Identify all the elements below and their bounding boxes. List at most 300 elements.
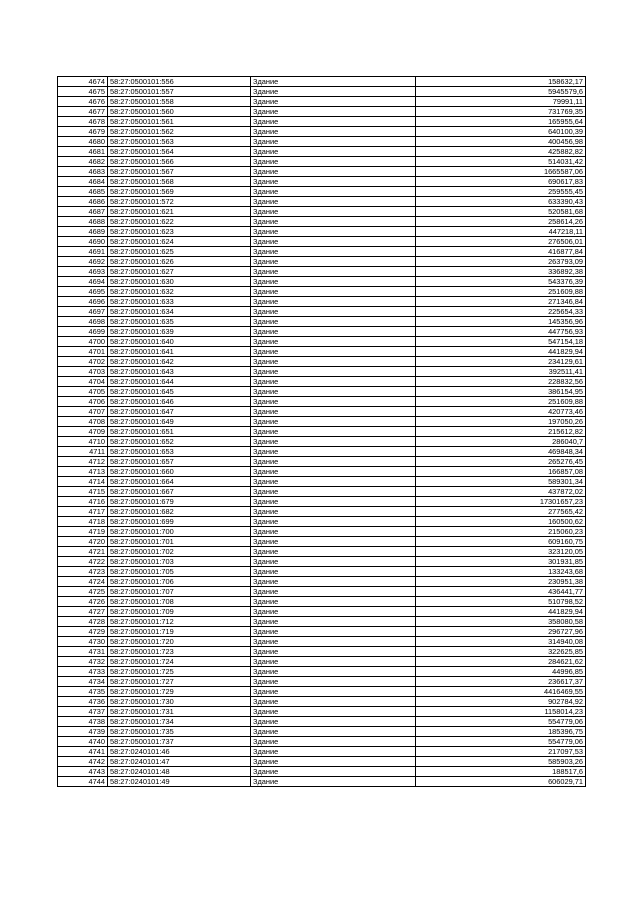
row-number-cell: 4728 [58,617,108,627]
cadastral-value-cell: 441829,94 [416,607,586,617]
cadastral-value-cell: 514031,42 [416,157,586,167]
object-type-cell: Здание [251,157,416,167]
cadastral-value-cell: 217097,53 [416,747,586,757]
object-type-cell: Здание [251,107,416,117]
cadastral-number-cell: 58:27:0500101:572 [108,197,251,207]
table-row [58,437,586,447]
cadastral-number-cell: 58:27:0500101:705 [108,567,251,577]
cadastral-value-cell: 225654,33 [416,307,586,317]
table-row [58,287,586,297]
cadastral-value-cell: 543376,39 [416,277,586,287]
object-type-cell: Здание [251,87,416,97]
table-row [58,777,586,787]
table-row [58,457,586,467]
table-row [58,137,586,147]
cadastral-value-cell: 322625,85 [416,647,586,657]
object-type-cell: Здание [251,387,416,397]
row-number-cell: 4710 [58,437,108,447]
cadastral-value-cell: 5945579,6 [416,87,586,97]
row-number-cell: 4681 [58,147,108,157]
row-number-cell: 4736 [58,697,108,707]
cadastral-number-cell: 58:27:0500101:643 [108,367,251,377]
row-number-cell: 4693 [58,267,108,277]
cadastral-value-cell: 145356,96 [416,317,586,327]
cadastral-value-cell: 441829,94 [416,347,586,357]
table-row [58,577,586,587]
cadastral-number-cell: 58:27:0500101:653 [108,447,251,457]
cadastral-value-cell: 386154,95 [416,387,586,397]
cadastral-number-cell: 58:27:0500101:724 [108,657,251,667]
row-number-cell: 4712 [58,457,108,467]
row-number-cell: 4730 [58,637,108,647]
row-number-cell: 4679 [58,127,108,137]
table-row [58,447,586,457]
object-type-cell: Здание [251,467,416,477]
cadastral-number-cell: 58:27:0500101:727 [108,677,251,687]
object-type-cell: Здание [251,657,416,667]
cadastral-number-cell: 58:27:0500101:621 [108,207,251,217]
table-row [58,707,586,717]
object-type-cell: Здание [251,147,416,157]
cadastral-number-cell: 58:27:0500101:651 [108,427,251,437]
cadastral-value-cell: 392511,41 [416,367,586,377]
object-type-cell: Здание [251,637,416,647]
cadastral-number-cell: 58:27:0500101:632 [108,287,251,297]
row-number-cell: 4687 [58,207,108,217]
cadastral-number-cell: 58:27:0500101:725 [108,667,251,677]
cadastral-value-cell: 469848,34 [416,447,586,457]
row-number-cell: 4733 [58,667,108,677]
object-type-cell: Здание [251,267,416,277]
cadastral-value-cell: 230951,38 [416,577,586,587]
table-row [58,387,586,397]
table-row [58,617,586,627]
table-row [58,537,586,547]
table-row [58,197,586,207]
table-row [58,757,586,767]
cadastral-number-cell: 58:27:0500101:626 [108,257,251,267]
row-number-cell: 4734 [58,677,108,687]
cadastral-number-cell: 58:27:0500101:679 [108,497,251,507]
object-type-cell: Здание [251,567,416,577]
cadastral-value-cell: 271346,84 [416,297,586,307]
row-number-cell: 4691 [58,247,108,257]
cadastral-number-cell: 58:27:0500101:645 [108,387,251,397]
cadastral-number-cell: 58:27:0500101:567 [108,167,251,177]
row-number-cell: 4703 [58,367,108,377]
cadastral-number-cell: 58:27:0500101:707 [108,587,251,597]
row-number-cell: 4723 [58,567,108,577]
row-number-cell: 4735 [58,687,108,697]
cadastral-value-cell: 234129,61 [416,357,586,367]
cadastral-value-cell: 547154,18 [416,337,586,347]
row-number-cell: 4722 [58,557,108,567]
table-row [58,367,586,377]
cadastral-value-cell: 4416469,55 [416,687,586,697]
row-number-cell: 4726 [58,597,108,607]
cadastral-number-cell: 58:27:0500101:558 [108,97,251,107]
cadastral-value-cell: 606029,71 [416,777,586,787]
row-number-cell: 4689 [58,227,108,237]
cadastral-number-cell: 58:27:0500101:644 [108,377,251,387]
cadastral-value-cell: 420773,46 [416,407,586,417]
cadastral-value-cell: 158632,17 [416,77,586,87]
cadastral-value-cell: 520581,68 [416,207,586,217]
row-number-cell: 4678 [58,117,108,127]
table-row [58,677,586,687]
object-type-cell: Здание [251,407,416,417]
object-type-cell: Здание [251,617,416,627]
row-number-cell: 4694 [58,277,108,287]
object-type-cell: Здание [251,697,416,707]
cadastral-value-cell: 301931,85 [416,557,586,567]
cadastral-number-cell: 58:27:0500101:737 [108,737,251,747]
object-type-cell: Здание [251,357,416,367]
table-row [58,657,586,667]
row-number-cell: 4711 [58,447,108,457]
cadastral-value-cell: 589301,34 [416,477,586,487]
cadastral-value-cell: 165955,64 [416,117,586,127]
object-type-cell: Здание [251,117,416,127]
cadastral-number-cell: 58:27:0500101:566 [108,157,251,167]
object-type-cell: Здание [251,307,416,317]
row-number-cell: 4707 [58,407,108,417]
cadastral-value-cell: 447218,11 [416,227,586,237]
cadastral-number-cell: 58:27:0500101:642 [108,357,251,367]
object-type-cell: Здание [251,487,416,497]
cadastral-number-cell: 58:27:0500101:641 [108,347,251,357]
cadastral-value-cell: 314940,08 [416,637,586,647]
table-row [58,187,586,197]
cadastral-value-cell: 902784,92 [416,697,586,707]
table-row [58,397,586,407]
row-number-cell: 4705 [58,387,108,397]
table-row [58,477,586,487]
cadastral-value-cell: 425882,82 [416,147,586,157]
table-row [58,557,586,567]
object-type-cell: Здание [251,187,416,197]
object-type-cell: Здание [251,647,416,657]
cadastral-value-cell: 188517,6 [416,767,586,777]
table-row [58,157,586,167]
row-number-cell: 4676 [58,97,108,107]
cadastral-number-cell: 58:27:0500101:682 [108,507,251,517]
object-type-cell: Здание [251,277,416,287]
cadastral-value-cell: 17301657,23 [416,497,586,507]
cadastral-number-cell: 58:27:0500101:623 [108,227,251,237]
cadastral-number-cell: 58:27:0500101:719 [108,627,251,637]
cadastral-number-cell: 58:27:0500101:568 [108,177,251,187]
table-row [58,257,586,267]
row-number-cell: 4686 [58,197,108,207]
cadastral-value-cell: 236617,37 [416,677,586,687]
cadastral-number-cell: 58:27:0500101:701 [108,537,251,547]
row-number-cell: 4692 [58,257,108,267]
cadastral-number-cell: 58:27:0500101:720 [108,637,251,647]
row-number-cell: 4688 [58,217,108,227]
object-type-cell: Здание [251,347,416,357]
object-type-cell: Здание [251,167,416,177]
object-type-cell: Здание [251,527,416,537]
cadastral-number-cell: 58:27:0500101:633 [108,297,251,307]
table-row [58,497,586,507]
cadastral-value-cell: 609160,75 [416,537,586,547]
cadastral-value-cell: 276506,01 [416,237,586,247]
cadastral-number-cell: 58:27:0500101:700 [108,527,251,537]
cadastral-number-cell: 58:27:0500101:703 [108,557,251,567]
cadastral-value-cell: 296727,96 [416,627,586,637]
row-number-cell: 4744 [58,777,108,787]
cadastral-value-cell: 258614,26 [416,217,586,227]
row-number-cell: 4724 [58,577,108,587]
cadastral-number-cell: 58:27:0500101:640 [108,337,251,347]
cadastral-number-cell: 58:27:0500101:624 [108,237,251,247]
row-number-cell: 4714 [58,477,108,487]
object-type-cell: Здание [251,317,416,327]
cadastral-number-cell: 58:27:0240101:48 [108,767,251,777]
row-number-cell: 4718 [58,517,108,527]
cadastral-value-cell: 160500,62 [416,517,586,527]
object-type-cell: Здание [251,517,416,527]
cadastral-value-cell: 215060,23 [416,527,586,537]
object-type-cell: Здание [251,777,416,787]
object-type-cell: Здание [251,707,416,717]
object-type-cell: Здание [251,497,416,507]
row-number-cell: 4719 [58,527,108,537]
cadastral-number-cell: 58:27:0500101:634 [108,307,251,317]
row-number-cell: 4684 [58,177,108,187]
row-number-cell: 4680 [58,137,108,147]
cadastral-value-cell: 44996,85 [416,667,586,677]
table-row [58,567,586,577]
object-type-cell: Здание [251,597,416,607]
row-number-cell: 4702 [58,357,108,367]
row-number-cell: 4701 [58,347,108,357]
row-number-cell: 4709 [58,427,108,437]
row-number-cell: 4729 [58,627,108,637]
table-row [58,357,586,367]
cadastral-value-cell: 1158014,23 [416,707,586,717]
object-type-cell: Здание [251,447,416,457]
table-row [58,597,586,607]
table-row [58,237,586,247]
object-type-cell: Здание [251,397,416,407]
row-number-cell: 4717 [58,507,108,517]
cadastral-number-cell: 58:27:0500101:664 [108,477,251,487]
cadastral-number-cell: 58:27:0500101:563 [108,137,251,147]
cadastral-value-cell: 358080,58 [416,617,586,627]
cadastral-value-cell: 277565,42 [416,507,586,517]
cadastral-value-cell: 323120,05 [416,547,586,557]
cadastral-value-cell: 1665587,06 [416,167,586,177]
cadastral-value-cell: 585903,26 [416,757,586,767]
cadastral-number-cell: 58:27:0500101:625 [108,247,251,257]
table-row [58,587,586,597]
row-number-cell: 4683 [58,167,108,177]
table-row [58,377,586,387]
cadastral-number-cell: 58:27:0500101:734 [108,717,251,727]
cadastral-number-cell: 58:27:0500101:556 [108,77,251,87]
table-row [58,107,586,117]
object-type-cell: Здание [251,207,416,217]
cadastral-value-cell: 265276,45 [416,457,586,467]
property-registry-table [57,76,586,787]
object-type-cell: Здание [251,367,416,377]
table-row [58,267,586,277]
object-type-cell: Здание [251,377,416,387]
row-number-cell: 4699 [58,327,108,337]
cadastral-number-cell: 58:27:0500101:729 [108,687,251,697]
table-row [58,217,586,227]
table-row [58,527,586,537]
cadastral-number-cell: 58:27:0500101:622 [108,217,251,227]
table-row [58,607,586,617]
table-row [58,277,586,287]
row-number-cell: 4690 [58,237,108,247]
row-number-cell: 4674 [58,77,108,87]
table-row [58,747,586,757]
cadastral-number-cell: 58:27:0500101:646 [108,397,251,407]
row-number-cell: 4704 [58,377,108,387]
cadastral-number-cell: 58:27:0500101:561 [108,117,251,127]
object-type-cell: Здание [251,667,416,677]
table-row [58,77,586,87]
object-type-cell: Здание [251,97,416,107]
row-number-cell: 4706 [58,397,108,407]
cadastral-number-cell: 58:27:0500101:667 [108,487,251,497]
cadastral-number-cell: 58:27:0500101:730 [108,697,251,707]
table-row [58,427,586,437]
table-row [58,407,586,417]
cadastral-number-cell: 58:27:0500101:657 [108,457,251,467]
table-row [58,177,586,187]
table-row [58,697,586,707]
row-number-cell: 4716 [58,497,108,507]
object-type-cell: Здание [251,767,416,777]
row-number-cell: 4700 [58,337,108,347]
row-number-cell: 4737 [58,707,108,717]
cadastral-number-cell: 58:27:0240101:46 [108,747,251,757]
object-type-cell: Здание [251,477,416,487]
object-type-cell: Здание [251,127,416,137]
object-type-cell: Здание [251,197,416,207]
row-number-cell: 4682 [58,157,108,167]
row-number-cell: 4675 [58,87,108,97]
cadastral-number-cell: 58:27:0500101:723 [108,647,251,657]
object-type-cell: Здание [251,717,416,727]
row-number-cell: 4742 [58,757,108,767]
cadastral-value-cell: 259555,45 [416,187,586,197]
cadastral-value-cell: 447756,93 [416,327,586,337]
cadastral-number-cell: 58:27:0500101:647 [108,407,251,417]
row-number-cell: 4713 [58,467,108,477]
cadastral-value-cell: 731769,35 [416,107,586,117]
object-type-cell: Здание [251,737,416,747]
cadastral-value-cell: 228832,56 [416,377,586,387]
cadastral-value-cell: 416877,84 [416,247,586,257]
cadastral-value-cell: 166857,08 [416,467,586,477]
object-type-cell: Здание [251,247,416,257]
object-type-cell: Здание [251,257,416,267]
object-type-cell: Здание [251,727,416,737]
cadastral-number-cell: 58:27:0500101:735 [108,727,251,737]
table-row [58,307,586,317]
cadastral-number-cell: 58:27:0500101:652 [108,437,251,447]
table-row [58,667,586,677]
object-type-cell: Здание [251,457,416,467]
object-type-cell: Здание [251,177,416,187]
table-row [58,147,586,157]
object-type-cell: Здание [251,537,416,547]
object-type-cell: Здание [251,287,416,297]
cadastral-number-cell: 58:27:0500101:627 [108,267,251,277]
table-row [58,207,586,217]
object-type-cell: Здание [251,587,416,597]
cadastral-value-cell: 436441,77 [416,587,586,597]
object-type-cell: Здание [251,747,416,757]
cadastral-number-cell: 58:27:0500101:569 [108,187,251,197]
table-row [58,227,586,237]
object-type-cell: Здание [251,547,416,557]
cadastral-value-cell: 554779,06 [416,737,586,747]
cadastral-number-cell: 58:27:0500101:630 [108,277,251,287]
row-number-cell: 4731 [58,647,108,657]
row-number-cell: 4677 [58,107,108,117]
table-row [58,167,586,177]
object-type-cell: Здание [251,337,416,347]
object-type-cell: Здание [251,217,416,227]
cadastral-number-cell: 58:27:0500101:635 [108,317,251,327]
cadastral-number-cell: 58:27:0500101:562 [108,127,251,137]
cadastral-value-cell: 633390,43 [416,197,586,207]
row-number-cell: 4721 [58,547,108,557]
object-type-cell: Здание [251,77,416,87]
row-number-cell: 4741 [58,747,108,757]
object-type-cell: Здание [251,137,416,147]
cadastral-value-cell: 185396,75 [416,727,586,737]
table-row [58,727,586,737]
row-number-cell: 4725 [58,587,108,597]
cadastral-number-cell: 58:27:0500101:699 [108,517,251,527]
cadastral-number-cell: 58:27:0500101:731 [108,707,251,717]
row-number-cell: 4720 [58,537,108,547]
cadastral-value-cell: 286040,7 [416,437,586,447]
table-row [58,717,586,727]
cadastral-number-cell: 58:27:0500101:649 [108,417,251,427]
table-row [58,337,586,347]
table-row [58,87,586,97]
cadastral-value-cell: 133243,68 [416,567,586,577]
object-type-cell: Здание [251,677,416,687]
table-row [58,487,586,497]
cadastral-value-cell: 251609,88 [416,287,586,297]
table-row [58,127,586,137]
object-type-cell: Здание [251,507,416,517]
row-number-cell: 4743 [58,767,108,777]
cadastral-value-cell: 437872,02 [416,487,586,497]
cadastral-number-cell: 58:27:0500101:709 [108,607,251,617]
table-row [58,647,586,657]
cadastral-number-cell: 58:27:0500101:564 [108,147,251,157]
cadastral-number-cell: 58:27:0500101:712 [108,617,251,627]
row-number-cell: 4738 [58,717,108,727]
object-type-cell: Здание [251,577,416,587]
object-type-cell: Здание [251,227,416,237]
table-row [58,517,586,527]
object-type-cell: Здание [251,687,416,697]
cadastral-number-cell: 58:27:0240101:49 [108,777,251,787]
row-number-cell: 4740 [58,737,108,747]
